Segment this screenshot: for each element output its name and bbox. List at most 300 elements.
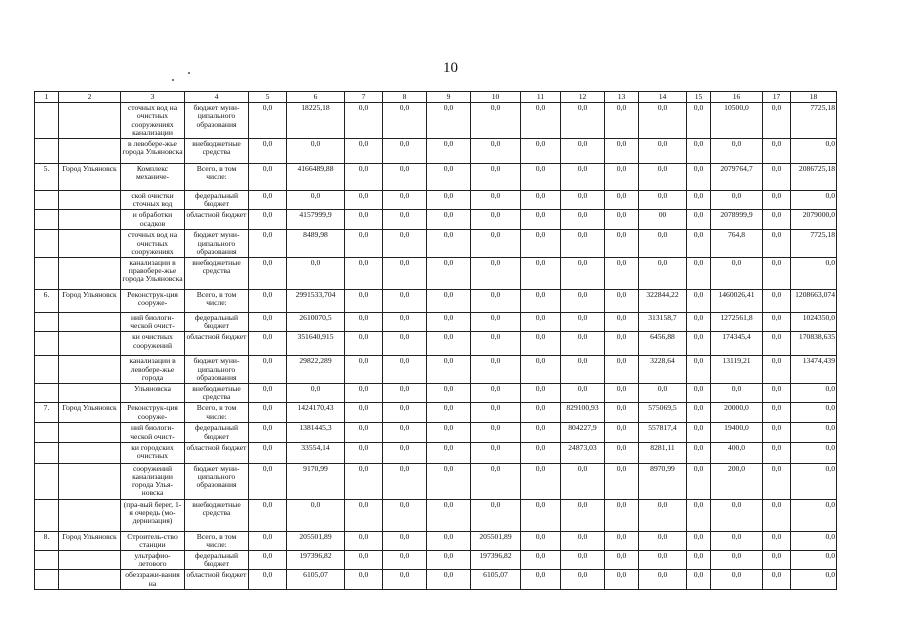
table-cell: 557817,4 <box>639 423 687 442</box>
table-cell: 0,0 <box>427 442 471 463</box>
header-cell: 7 <box>345 92 383 103</box>
table-cell: 0,0 <box>711 570 763 589</box>
header-cell: 10 <box>471 92 521 103</box>
table-cell: 0,0 <box>471 258 521 290</box>
table-cell: внебюджетные средства <box>185 258 249 290</box>
table-cell: 0,0 <box>471 442 521 463</box>
table-cell: сооружений канализации города Улья-новска <box>121 463 185 499</box>
header-cell: 12 <box>561 92 605 103</box>
header-cell: 2 <box>59 92 121 103</box>
table-cell: Строитель-ство станции <box>121 531 185 550</box>
table-cell: 0,0 <box>427 551 471 570</box>
table-cell: 1381445,3 <box>287 423 345 442</box>
table-cell: (пра-вый берег, 1-я очередь (мо-дернизация) <box>121 499 185 531</box>
table-cell: 0,0 <box>249 531 287 550</box>
table-cell <box>59 570 121 589</box>
header-cell: 3 <box>121 92 185 103</box>
table-cell: 0,0 <box>687 570 711 589</box>
table-cell: 0,0 <box>687 290 711 313</box>
table-cell: Комплекс механиче- <box>121 164 185 191</box>
table-cell: в левобере-жье города Ульяновска <box>121 139 185 164</box>
budget-table <box>34 91 837 590</box>
table-cell: 0,0 <box>763 230 791 258</box>
table-cell: сточных вод на очистных сооружениях <box>121 230 185 258</box>
table-cell: федеральный бюджет <box>185 423 249 442</box>
header-cell: 8 <box>383 92 427 103</box>
table-cell: 0,0 <box>605 463 639 499</box>
table-cell: 0,0 <box>345 570 383 589</box>
table-cell: 0,0 <box>287 384 345 403</box>
table-cell: 0,0 <box>345 230 383 258</box>
table-cell: 0,0 <box>427 332 471 356</box>
header-cell: 4 <box>185 92 249 103</box>
header-cell: 16 <box>711 92 763 103</box>
table-cell: 0,0 <box>605 191 639 210</box>
table-cell: 0,0 <box>687 332 711 356</box>
table-row <box>35 384 837 403</box>
table-cell: областной бюджет <box>185 442 249 463</box>
table-cell: 0,0 <box>427 210 471 230</box>
table-cell: федеральный бюджет <box>185 191 249 210</box>
header-cell: 15 <box>687 92 711 103</box>
table-cell: 2086725,18 <box>791 164 837 191</box>
table-cell: 0,0 <box>791 442 837 463</box>
table-cell: 0,0 <box>711 139 763 164</box>
table-cell: областной бюджет <box>185 210 249 230</box>
table-cell: 6105,07 <box>471 570 521 589</box>
table-cell <box>59 139 121 164</box>
table-cell: 0,0 <box>687 230 711 258</box>
table-cell: 0,0 <box>471 499 521 531</box>
table-cell: 7725,18 <box>791 230 837 258</box>
table-cell: 0,0 <box>687 551 711 570</box>
table-cell: 0,0 <box>561 332 605 356</box>
table-cell: 24873,03 <box>561 442 605 463</box>
table-cell: 0,0 <box>427 313 471 332</box>
table-cell: 0,0 <box>383 290 427 313</box>
table-cell: федеральный бюджет <box>185 551 249 570</box>
table-cell: 13119,21 <box>711 356 763 384</box>
table-cell: 0,0 <box>249 230 287 258</box>
table-row <box>35 191 837 210</box>
table-cell: 0,0 <box>383 313 427 332</box>
table-cell: Всего, в том числе: <box>185 403 249 423</box>
table-cell: 0,0 <box>521 332 561 356</box>
table-cell: и обработки осадков <box>121 210 185 230</box>
table-cell: 8281,11 <box>639 442 687 463</box>
table-cell: канализации в левобере-жье города <box>121 356 185 384</box>
table-cell: Город Ульяновск <box>59 531 121 550</box>
table-cell: 0,0 <box>605 531 639 550</box>
table-cell: 0,0 <box>427 356 471 384</box>
table-cell: 0,0 <box>345 531 383 550</box>
table-cell: 0,0 <box>763 384 791 403</box>
table-cell: 0,0 <box>345 442 383 463</box>
table-cell: федеральный бюджет <box>185 313 249 332</box>
table-cell: 0,0 <box>345 403 383 423</box>
table-cell: 0,0 <box>249 258 287 290</box>
table-cell: 0,0 <box>427 164 471 191</box>
header-cell: 1 <box>35 92 59 103</box>
table-cell <box>35 230 59 258</box>
table-cell: 6. <box>35 290 59 313</box>
table-cell: 0,0 <box>605 230 639 258</box>
table-cell: 0,0 <box>561 356 605 384</box>
table-cell <box>35 499 59 531</box>
table-cell: 0,0 <box>763 356 791 384</box>
table-cell: 0,0 <box>711 258 763 290</box>
table-row <box>35 258 837 290</box>
header-cell: 9 <box>427 92 471 103</box>
table-cell: 0,0 <box>605 551 639 570</box>
table-cell: 0,0 <box>471 210 521 230</box>
table-cell: 0,0 <box>639 139 687 164</box>
table-cell: 0,0 <box>383 164 427 191</box>
table-cell: 0,0 <box>345 290 383 313</box>
table-cell: 20000,0 <box>711 403 763 423</box>
table-cell: 322844,22 <box>639 290 687 313</box>
table-cell: 0,0 <box>521 164 561 191</box>
scan-speck <box>188 72 190 74</box>
table-cell: 0,0 <box>249 570 287 589</box>
table-cell: внебюджетные средства <box>185 499 249 531</box>
table-cell: 6105,07 <box>287 570 345 589</box>
table-cell: 0,0 <box>383 258 427 290</box>
table-cell: 7. <box>35 403 59 423</box>
table-cell: 0,0 <box>639 570 687 589</box>
table-cell: 10500,0 <box>711 103 763 139</box>
table-row <box>35 463 837 499</box>
table-cell: 0,0 <box>345 356 383 384</box>
table-cell: 0,0 <box>605 423 639 442</box>
table-row <box>35 499 837 531</box>
table-cell: 0,0 <box>763 332 791 356</box>
table-cell: 0,0 <box>605 139 639 164</box>
table-cell: 13474,439 <box>791 356 837 384</box>
table-cell: 0,0 <box>521 139 561 164</box>
table-cell: 0,0 <box>383 403 427 423</box>
table-cell: областной бюджет <box>185 332 249 356</box>
table-cell: 0,0 <box>383 531 427 550</box>
table-cell: 0,0 <box>605 313 639 332</box>
table-cell: 0,0 <box>521 570 561 589</box>
table-cell: 0,0 <box>791 463 837 499</box>
table-row <box>35 230 837 258</box>
table-cell: 0,0 <box>791 423 837 442</box>
table-cell: 0,0 <box>763 403 791 423</box>
table-cell: бюджет муни-ципального образования <box>185 103 249 139</box>
table-cell: 0,0 <box>521 191 561 210</box>
table-cell: 0,0 <box>639 164 687 191</box>
table-cell: 0,0 <box>427 499 471 531</box>
table-cell: 351640,915 <box>287 332 345 356</box>
table-cell: 197396,82 <box>471 551 521 570</box>
table-cell <box>59 384 121 403</box>
table-cell: 0,0 <box>383 191 427 210</box>
table-cell: 0,0 <box>427 290 471 313</box>
table-cell: 0,0 <box>471 423 521 442</box>
table-cell: 0,0 <box>711 531 763 550</box>
table-cell: 0,0 <box>763 499 791 531</box>
table-cell: 0,0 <box>763 139 791 164</box>
table-cell <box>59 551 121 570</box>
table-cell: 2079000,0 <box>791 210 837 230</box>
table-cell: 0,0 <box>763 290 791 313</box>
table-cell: 0,0 <box>639 103 687 139</box>
header-cell: 17 <box>763 92 791 103</box>
table-cell: 0,0 <box>249 403 287 423</box>
table-cell: 5. <box>35 164 59 191</box>
table-row <box>35 210 837 230</box>
table-cell: 0,0 <box>791 258 837 290</box>
table-cell: 0,0 <box>605 384 639 403</box>
table-cell: 0,0 <box>605 356 639 384</box>
table-cell: Всего, в том числе: <box>185 164 249 191</box>
table-cell: 0,0 <box>383 356 427 384</box>
header-cell: 18 <box>791 92 837 103</box>
table-cell: ний биологи-ческой очист- <box>121 423 185 442</box>
table-cell: 0,0 <box>687 403 711 423</box>
table-cell: 0,0 <box>345 384 383 403</box>
table-cell: 0,0 <box>561 290 605 313</box>
table-cell: 0,0 <box>471 103 521 139</box>
table-cell: 0,0 <box>521 230 561 258</box>
table-cell: внебюджетные средства <box>185 139 249 164</box>
table-cell: 0,0 <box>763 191 791 210</box>
table-cell: 8. <box>35 531 59 550</box>
table-cell: 0,0 <box>639 230 687 258</box>
table-cell <box>59 258 121 290</box>
table-cell <box>35 258 59 290</box>
table-cell: ний биологи-ческой очист- <box>121 313 185 332</box>
table-cell: 2079764,7 <box>711 164 763 191</box>
table-cell: 0,0 <box>605 103 639 139</box>
table-cell: областной бюджет <box>185 570 249 589</box>
table-cell: 0,0 <box>521 463 561 499</box>
table-cell: 0,0 <box>763 258 791 290</box>
table-cell: 0,0 <box>561 230 605 258</box>
table-cell: 0,0 <box>711 499 763 531</box>
table-cell: 400,0 <box>711 442 763 463</box>
table-cell: 0,0 <box>383 570 427 589</box>
table-cell: 8970,99 <box>639 463 687 499</box>
table-cell: 0,0 <box>383 139 427 164</box>
table-row <box>35 103 837 139</box>
table-cell: 313158,7 <box>639 313 687 332</box>
table-cell: 0,0 <box>561 463 605 499</box>
table-cell: 0,0 <box>605 210 639 230</box>
table-cell: 0,0 <box>561 103 605 139</box>
table-cell: 0,0 <box>521 290 561 313</box>
table-cell <box>35 313 59 332</box>
table-cell: 0,0 <box>471 332 521 356</box>
table-cell: 0,0 <box>791 139 837 164</box>
table-cell <box>59 356 121 384</box>
table-cell: 0,0 <box>639 551 687 570</box>
table-cell: 0,0 <box>521 313 561 332</box>
table-cell: 0,0 <box>561 139 605 164</box>
table-cell: 0,0 <box>711 551 763 570</box>
table-cell: 0,0 <box>561 210 605 230</box>
table-cell: 0,0 <box>687 258 711 290</box>
table-cell: Город Ульяновск <box>59 403 121 423</box>
table-cell: 205501,89 <box>471 531 521 550</box>
table-cell: канализации в правобере-жье города Ульяновска <box>121 258 185 290</box>
table-cell: 0,0 <box>249 191 287 210</box>
table-cell: 0,0 <box>383 332 427 356</box>
table-cell: 0,0 <box>471 164 521 191</box>
table-cell: 0,0 <box>639 258 687 290</box>
table-cell: 18225,18 <box>287 103 345 139</box>
table-cell: 0,0 <box>427 258 471 290</box>
table-cell <box>59 313 121 332</box>
table-cell: 0,0 <box>763 531 791 550</box>
table-cell: 804227,9 <box>561 423 605 442</box>
table-cell: 174345,4 <box>711 332 763 356</box>
table-cell: 3228,64 <box>639 356 687 384</box>
table-cell: 0,0 <box>471 290 521 313</box>
table-cell: 0,0 <box>763 210 791 230</box>
table-cell: ки городских очистных <box>121 442 185 463</box>
table-cell: 0,0 <box>791 531 837 550</box>
table-cell: 829100,93 <box>561 403 605 423</box>
table-cell: 0,0 <box>249 442 287 463</box>
table-cell: бюджет муни-ципального образования <box>185 463 249 499</box>
table-cell: 1424170,43 <box>287 403 345 423</box>
table-cell: 0,0 <box>687 191 711 210</box>
table-cell: 0,0 <box>345 313 383 332</box>
table-cell: 1460026,41 <box>711 290 763 313</box>
table-cell: 0,0 <box>791 191 837 210</box>
table-cell: 0,0 <box>763 164 791 191</box>
table-cell: 0,0 <box>471 356 521 384</box>
table-cell: 0,0 <box>687 531 711 550</box>
table-cell <box>59 442 121 463</box>
table-cell: 0,0 <box>427 531 471 550</box>
table-cell: 0,0 <box>605 499 639 531</box>
table-cell: Всего, в том числе: <box>185 531 249 550</box>
table-cell: Всего, в том числе: <box>185 290 249 313</box>
table-cell: 575069,5 <box>639 403 687 423</box>
table-cell: 0,0 <box>249 164 287 191</box>
page-number: 10 <box>443 60 458 76</box>
table-cell: Город Ульяновск <box>59 164 121 191</box>
table-cell <box>59 332 121 356</box>
table-cell: 0,0 <box>521 384 561 403</box>
table-cell: 0,0 <box>345 258 383 290</box>
table-cell: 0,0 <box>345 210 383 230</box>
table-cell: 0,0 <box>383 384 427 403</box>
table-cell: 0,0 <box>345 332 383 356</box>
table-cell <box>59 210 121 230</box>
table-cell: 0,0 <box>521 499 561 531</box>
table-cell: 0,0 <box>287 499 345 531</box>
table-cell: 0,0 <box>763 570 791 589</box>
table-cell <box>35 423 59 442</box>
table-row <box>35 139 837 164</box>
table-cell: 0,0 <box>249 463 287 499</box>
table-cell: 0,0 <box>561 570 605 589</box>
table-cell: 0,0 <box>427 230 471 258</box>
table-cell: 0,0 <box>427 103 471 139</box>
scan-speck <box>172 79 174 81</box>
table-cell: 4166489,88 <box>287 164 345 191</box>
table-cell: 0,0 <box>605 442 639 463</box>
table-cell: 0,0 <box>249 103 287 139</box>
table-cell: 0,0 <box>427 463 471 499</box>
header-cell: 5 <box>249 92 287 103</box>
table-cell: 0,0 <box>345 139 383 164</box>
table-cell: 0,0 <box>639 531 687 550</box>
table-cell: 0,0 <box>605 403 639 423</box>
table-cell: 2610070,5 <box>287 313 345 332</box>
table-cell: 0,0 <box>383 423 427 442</box>
table-cell: 0,0 <box>345 103 383 139</box>
table-cell: 0,0 <box>687 499 711 531</box>
table-cell: 19400,0 <box>711 423 763 442</box>
table-cell: 0,0 <box>687 356 711 384</box>
table-cell: 0,0 <box>471 384 521 403</box>
table-cell: бюджет муни-ципального образования <box>185 230 249 258</box>
table-cell <box>35 463 59 499</box>
table-cell <box>59 103 121 139</box>
table-cell: 0,0 <box>249 139 287 164</box>
table-cell: 0,0 <box>383 103 427 139</box>
table-row <box>35 570 837 589</box>
table-row <box>35 551 837 570</box>
table-cell: 0,0 <box>345 551 383 570</box>
table-cell <box>35 332 59 356</box>
table-cell: 1024350,0 <box>791 313 837 332</box>
table-cell: 0,0 <box>687 463 711 499</box>
table-cell <box>35 356 59 384</box>
table-cell: 0,0 <box>687 442 711 463</box>
table-cell: 0,0 <box>763 551 791 570</box>
table-cell: 1272561,8 <box>711 313 763 332</box>
table-row <box>35 531 837 550</box>
table-cell: 0,0 <box>561 191 605 210</box>
table-cell: 170838,635 <box>791 332 837 356</box>
table-cell: Ульяновска <box>121 384 185 403</box>
table-cell: 0,0 <box>383 230 427 258</box>
table-cell: 0,0 <box>521 531 561 550</box>
table-cell: 0,0 <box>687 139 711 164</box>
table-cell: 0,0 <box>763 463 791 499</box>
table-cell <box>35 442 59 463</box>
table-cell <box>35 384 59 403</box>
table-cell: 0,0 <box>791 570 837 589</box>
table-cell: 0,0 <box>521 210 561 230</box>
table-cell: 1208663,074 <box>791 290 837 313</box>
table-cell: 0,0 <box>287 258 345 290</box>
table-cell: 0,0 <box>639 499 687 531</box>
table-cell: ской очистки сточных вод <box>121 191 185 210</box>
table-row <box>35 164 837 191</box>
table-cell: 0,0 <box>471 313 521 332</box>
table-cell: 0,0 <box>791 551 837 570</box>
table-cell <box>35 551 59 570</box>
table-cell: 0,0 <box>763 423 791 442</box>
table-row <box>35 313 837 332</box>
table-cell: 0,0 <box>521 551 561 570</box>
table-cell: 0,0 <box>249 332 287 356</box>
table-cell: бюджет муни-ципального образования <box>185 356 249 384</box>
table-cell: 7725,18 <box>791 103 837 139</box>
table-row <box>35 423 837 442</box>
table-cell: 0,0 <box>427 403 471 423</box>
table-cell: 0,0 <box>249 551 287 570</box>
table-cell: 0,0 <box>427 384 471 403</box>
